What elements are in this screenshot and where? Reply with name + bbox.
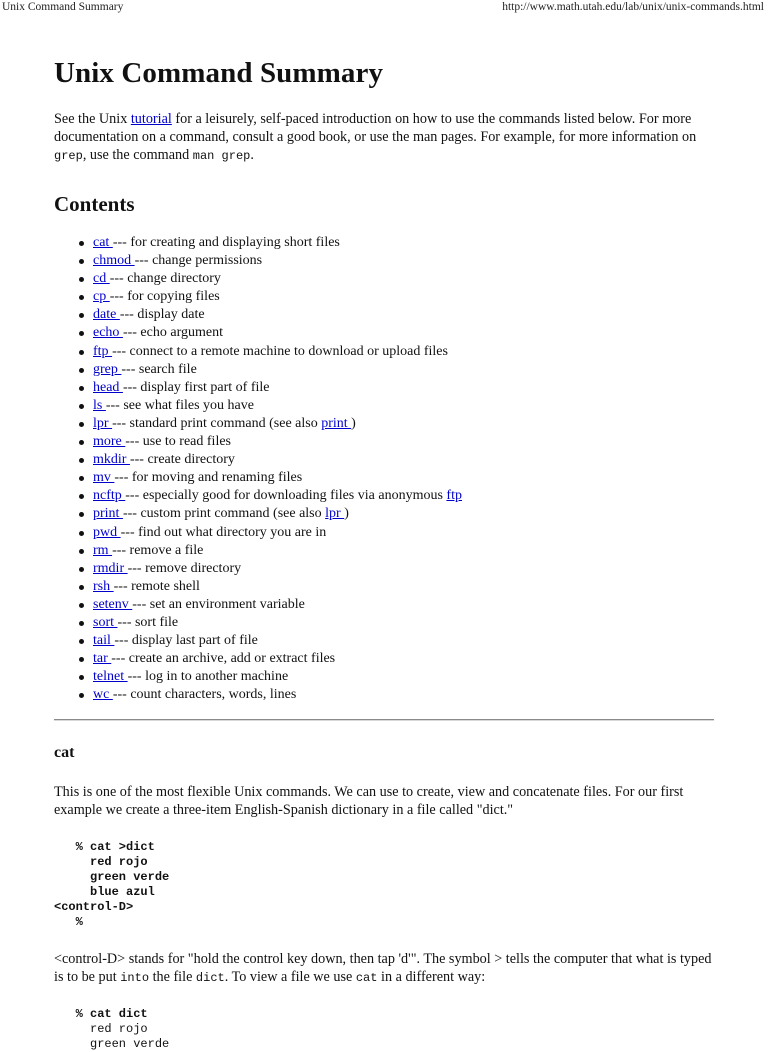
- bullet-icon: [79, 440, 84, 445]
- contents-item-mv: [74, 469, 714, 487]
- tutorial-link[interactable]: tutorial: [130, 111, 172, 127]
- cat-p2-code-cat: cat: [355, 971, 378, 986]
- bullet-icon: [79, 422, 84, 427]
- bullet-icon: [79, 675, 84, 680]
- command-link-ls[interactable]: ls: [93, 397, 106, 413]
- contents-list: [54, 234, 714, 704]
- bullet-icon: [79, 512, 84, 517]
- command-description: --- for moving and renaming files: [114, 470, 303, 486]
- see-also-link-print[interactable]: print: [321, 415, 352, 431]
- contents-item-rmdir: [74, 560, 714, 578]
- command-description: --- count characters, words, lines: [112, 687, 297, 703]
- contents-heading: Contents: [54, 192, 135, 216]
- cat-p2-code-into: into: [120, 971, 150, 986]
- contents-item-more: [74, 433, 714, 451]
- page-title: Unix Command Summary: [54, 57, 384, 89]
- command-description: --- remote shell: [113, 578, 200, 594]
- command-description: --- custom print command (see also: [122, 506, 326, 522]
- command-description: --- see what files you have: [105, 397, 254, 413]
- bullet-icon: [79, 313, 84, 318]
- contents-item-sort: [74, 614, 714, 632]
- command-link-cat[interactable]: cat: [93, 235, 113, 250]
- command-link-mv[interactable]: mv: [93, 470, 115, 486]
- bullet-icon: [79, 295, 84, 300]
- command-link-lpr[interactable]: lpr: [93, 415, 113, 431]
- cat-code-example-1: % cat >dict red rojo green verde blue azul <control-D> %: [54, 840, 170, 930]
- contents-item-ls: [74, 397, 714, 415]
- bullet-icon: [79, 241, 84, 246]
- bullet-icon: [79, 350, 84, 355]
- command-description-end: ): [344, 506, 349, 522]
- command-description: --- connect to a remote machine to download or upload files: [112, 343, 448, 359]
- command-link-print[interactable]: print: [93, 506, 123, 522]
- print-header-title: Unix Command Summary: [2, 1, 124, 13]
- contents-item-head: [74, 379, 714, 397]
- contents-item-print: [74, 505, 714, 523]
- command-link-ncftp[interactable]: ncftp: [93, 488, 126, 504]
- contents-item-lpr: [74, 415, 714, 433]
- contents-item-chmod: [74, 252, 714, 270]
- command-link-chmod[interactable]: chmod: [93, 253, 135, 269]
- contents-item-cd: [74, 270, 714, 288]
- contents-item-cp: [74, 288, 714, 306]
- cat-p2-text-a: <control-D> stands for "hold the control key down, then tap 'd'". The symbol > tells the computer that what is typed is to be put: [54, 951, 712, 986]
- command-link-cd[interactable]: cd: [93, 271, 110, 287]
- command-link-rsh[interactable]: rsh: [93, 578, 114, 594]
- cat-p2-text-d: in a different way:: [377, 969, 486, 986]
- bullet-icon: [79, 639, 84, 644]
- command-link-tar[interactable]: tar: [93, 651, 112, 667]
- see-also-link-ftp[interactable]: ftp: [446, 488, 462, 504]
- cat-code-example-2: [54, 1007, 714, 1052]
- contents-item-ftp: [74, 343, 714, 361]
- command-description-end: ): [351, 415, 356, 431]
- bullet-icon: [79, 585, 84, 590]
- command-description: --- find out what directory you are in: [120, 524, 327, 540]
- bullet-icon: [79, 404, 84, 409]
- see-also-link-lpr[interactable]: lpr: [325, 506, 345, 522]
- command-description: --- remove directory: [127, 560, 242, 576]
- contents-item-grep: [74, 361, 714, 379]
- contents-item-wc: [74, 686, 714, 704]
- command-link-sort[interactable]: sort: [93, 614, 118, 630]
- command-description: --- especially good for downloading files via anonymous: [125, 488, 447, 504]
- contents-item-setenv: [74, 596, 714, 614]
- print-header: [0, 0, 768, 16]
- command-description: --- use to read files: [125, 434, 231, 450]
- command-link-head[interactable]: head: [93, 379, 123, 395]
- contents-item-date: [74, 306, 714, 324]
- contents-item-echo: [74, 324, 714, 342]
- contents-item-cat: [74, 234, 714, 252]
- intro-text-4: .: [250, 147, 254, 163]
- contents-item-rsh: [74, 578, 714, 596]
- intro-text-3: , use the command: [82, 147, 193, 163]
- contents-item-tar: [74, 650, 714, 668]
- command-description: --- echo argument: [122, 325, 223, 341]
- command-description: --- display last part of file: [114, 633, 258, 649]
- command-link-echo[interactable]: echo: [93, 325, 123, 341]
- bullet-icon: [79, 567, 84, 572]
- intro-code-grep: grep: [54, 149, 83, 163]
- command-description: --- change permissions: [134, 253, 263, 269]
- print-header-url: http://www.math.utah.edu/lab/unix/unix-commands.html: [502, 1, 764, 13]
- bullet-icon: [79, 277, 84, 282]
- bullet-icon: [79, 531, 84, 536]
- command-description: --- search file: [121, 361, 197, 377]
- command-link-grep[interactable]: grep: [93, 361, 122, 377]
- contents-item-rm: [74, 542, 714, 560]
- contents-item-mkdir: [74, 451, 714, 469]
- cat-p2-text-b: the file: [149, 969, 196, 986]
- bullet-icon: [79, 657, 84, 662]
- command-description: --- remove a file: [112, 542, 204, 558]
- command-link-wc[interactable]: wc: [93, 687, 113, 703]
- command-description: --- create an archive, add or extract files: [111, 651, 336, 667]
- command-description: --- sort file: [117, 614, 179, 630]
- command-description: --- standard print command (see also: [112, 415, 322, 431]
- intro-text-1: See the Unix: [54, 111, 131, 127]
- document-body: [54, 56, 714, 1052]
- bullet-icon: [79, 476, 84, 481]
- command-description: --- set an environment variable: [132, 596, 305, 612]
- intro-code-man-grep: man grep: [192, 149, 251, 163]
- bullet-icon: [79, 549, 84, 554]
- command-description: --- log in to another machine: [127, 669, 289, 685]
- intro-text-2: for a leisurely, self-paced introduction on how to use the commands listed below. For more documentation on a command, consult a good book, or use the man pages. For example, for more information on: [54, 111, 697, 145]
- bullet-icon: [79, 693, 84, 698]
- cat-paragraph-2: [54, 950, 714, 987]
- bullet-icon: [79, 331, 84, 336]
- command-link-ftp[interactable]: ftp: [93, 343, 113, 359]
- command-description: --- display first part of file: [122, 379, 270, 395]
- command-description: --- display date: [119, 307, 205, 323]
- bullet-icon: [79, 386, 84, 391]
- bullet-icon: [79, 621, 84, 626]
- command-link-setenv[interactable]: setenv: [93, 596, 133, 612]
- bullet-icon: [79, 494, 84, 499]
- command-description: --- for copying files: [109, 289, 220, 305]
- cat-p2-code-dict: dict: [195, 971, 225, 986]
- section-divider: [54, 719, 714, 721]
- bullet-icon: [79, 458, 84, 463]
- command-link-rmdir[interactable]: rmdir: [93, 560, 128, 576]
- command-link-cp[interactable]: cp: [93, 289, 110, 305]
- command-link-date[interactable]: date: [93, 307, 120, 323]
- bullet-icon: [79, 259, 84, 264]
- contents-item-pwd: [74, 524, 714, 542]
- command-link-rm[interactable]: rm: [93, 542, 113, 558]
- contents-item-telnet: [74, 668, 714, 686]
- command-link-more[interactable]: more: [93, 434, 126, 450]
- intro-paragraph: [54, 110, 719, 165]
- cat-section-title: cat: [54, 744, 75, 762]
- command-link-mkdir[interactable]: mkdir: [93, 452, 130, 468]
- command-description: --- create directory: [129, 452, 235, 468]
- cat-p2-text-c: . To view a file we use: [224, 969, 356, 986]
- contents-item-tail: [74, 632, 714, 650]
- bullet-icon: [79, 368, 84, 373]
- command-link-tail[interactable]: tail: [93, 633, 115, 649]
- cat-paragraph-1: This is one of the most flexible Unix commands. We can use to create, view and concatenate files. For our first example we create a three-item English-Spanish dictionary in a file called "dict.": [54, 784, 684, 819]
- command-link-telnet[interactable]: telnet: [93, 669, 128, 685]
- command-description: --- change directory: [109, 271, 221, 287]
- command-link-pwd[interactable]: pwd: [93, 524, 121, 540]
- contents-item-ncftp: [74, 487, 714, 505]
- bullet-icon: [79, 603, 84, 608]
- command-description: --- for creating and displaying short files: [112, 235, 340, 250]
- cat-code2-output: red rojo green verde: [90, 1022, 170, 1052]
- cat-code2-command: % cat dict: [54, 1007, 148, 1022]
